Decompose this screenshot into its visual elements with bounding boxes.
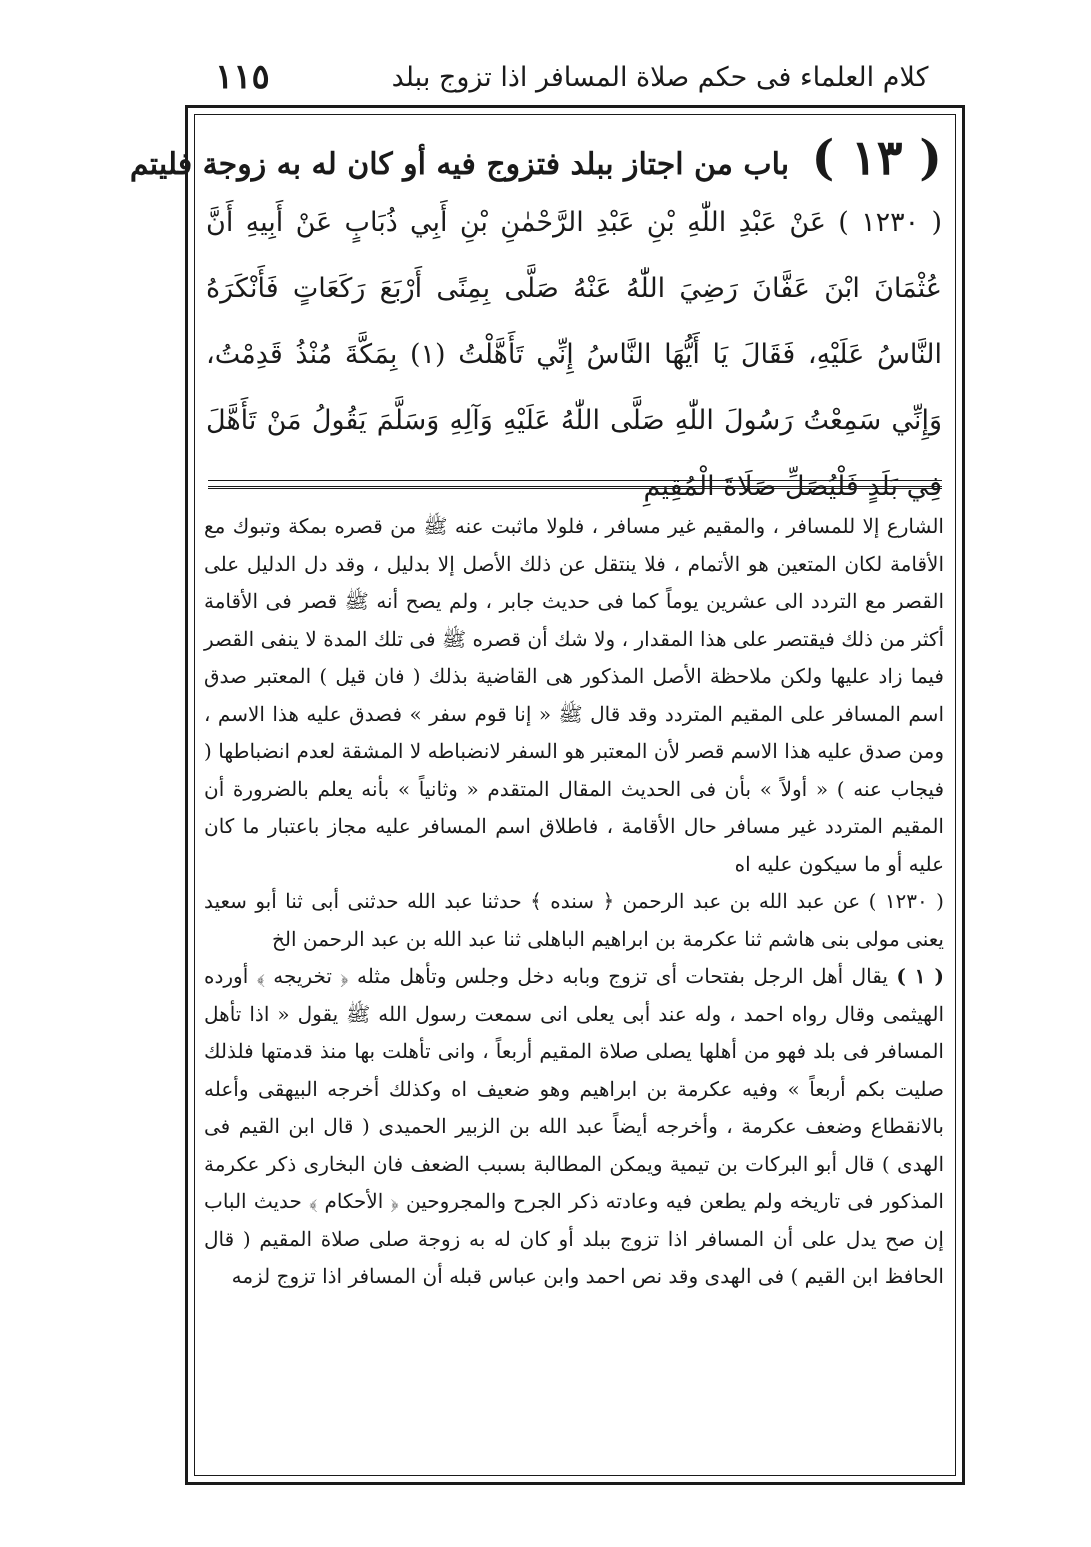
hadith-text: ( ١٢٣٠ ) عَنْ عَبْدِ اللّٰهِ بْنِ عَبْدِ الرَّحْمٰنِ بْنِ أَبِي ذُبَابٍ عَنْ أَبِيهِ أَنَّ عُثْمَانَ ابْنَ عَفَّانَ رَضِيَ اللّٰهُ عَنْهُ صَلَّى بِمِنًى أَرْبَعَ رَكَعَاتٍ فَأَنْكَرَهُ النَّاسُ عَلَيْهِ، فَقَالَ يَا أَيُّهَا النَّاسُ إِنِّي تَأَهَّلْتُ (١) بِمَكَّةَ مُنْذُ قَدِمْتُ، وَإِنِّي سَمِعْتُ رَسُولَ اللّٰهِ صَلَّى اللّٰهُ عَلَيْهِ وَآلِهِ وَسَلَّمَ يَقُولُ مَنْ تَأَهَّلَ فِي بَلَدٍ فَلْيُصَلِّ صَلَاةَ الْمُقِيمِ — [206, 207, 943, 502]
running-header — [195, 52, 955, 102]
commentary-paragraph: الشارع إلا للمسافر ، والمقيم غير مسافر ، فلولا ماثبت عنه ﷺ من قصره بمكة وتبوك مع الأقامة لكان المتعين هو الأتمام ، فلا ينتقل عن ذلك الأصل إلا بدليل ، وقد دل الدليل على القصر مع التردد الى عشرين يوماً كما فى حديث جابر ، ولم يصح أنه ﷺ قصر فى الأقامة أكثر من ذلك فيقتصر على هذا المقدار ، ولا شك أن قصره ﷺ فى تلك المدة لا ينفى القصر فيما زاد عليها ولكن ملاحظة الأصل المذكور هى القاضية بذلك ( فان قيل ) المعتبر صدق اسم المسافر على المقيم المتردد وقد قال ﷺ « إنا قوم سفر » فصدق عليه هذا الاسم ، ومن صدق عليه هذا الاسم قصر لأن المعتبر هو السفر لانضباطه لا المشقة لعدم انضباطها ( فيجاب عنه ) « أولاً » بأن فى الحديث المقال المتقدم « وثانياً » بأنه يعلم بالضرورة أن المقيم المتردد غير مسافر حال الأقامة ، فاطلاق اسم المسافر عليه مجاز باعتبار ما كان عليه أو ما سيكون عليه اه — [204, 514, 944, 876]
footnote-label: ( ١ ) — [896, 964, 944, 988]
page-frame — [129, 105, 965, 1485]
chapter-heading — [129, 128, 942, 188]
footnote-text: يقال أهل الرجل بفتحات أى تزوج وبابه دخل وجلس وتأهل مثله ﴿ تخريجه ﴾ أورده الهيثمى وقال رواه احمد ، وله عند أبى يعلى انى سمعت رسول الله ﷺ يقول « اذا تأهل المسافر فى بلد فهو من أهلها يصلى صلاة المقيم أربعاً ، وانى تأهلت بها منذ قدمتها فلذلك صليت بكم أربعاً » وفيه عكرمة بن ابراهيم وهو ضعيف اه وكذلك أخرجه البيهقى وأعله بالانقطاع وضعف عكرمة ، وأخرجه أيضاً عبد الله بن الزبير الحميدى ( قال ابن القيم فى الهدى ) قال أبو البركات بن تيمية ويمكن المطالبة بسبب الضعف فان البخارى ذكر عكرمة المذكور فى تاريخه ولم يطعن فيه وعادته ذكر الجرح والمجروحين ﴿ الأحكام ﴾ حديث الباب إن صح يدل على أن المسافر اذا تزوج ببلد أو كان له به زوجة صلى صلاة المقيم ( قال الحافظ ابن القيم ) فى الهدى وقد نص احمد وابن عباس قبله أن المسافر اذا تزوج لزمه — [204, 964, 944, 1288]
commentary-section — [204, 508, 944, 1468]
section-divider-double — [208, 486, 942, 489]
isnad-paragraph: ( ١٢٣٠ ) عن عبد الله بن عبد الرحمن ﴿ سنده ﴾ حدثنا عبد الله حدثنى أبى ثنا أبو سعيد يعنى مولى بنى هاشم ثنا عكرمة بن ابراهيم الباهلى ثنا عبد الله بن عبد الرحمن الخ — [204, 889, 944, 951]
hadith-section — [129, 128, 943, 502]
page-number: ١١٥ — [215, 57, 270, 97]
footnote-paragraph — [204, 958, 944, 1296]
section-divider — [208, 480, 942, 481]
running-title: كلام العلماء فى حكم صلاة المسافر اذا تزوج ببلد — [391, 61, 929, 93]
chapter-title: باب من اجتاز ببلد فتزوج فيه أو كان له به زوجة فليتم — [129, 147, 790, 182]
chapter-number: ( ١٣ ) — [811, 130, 942, 186]
